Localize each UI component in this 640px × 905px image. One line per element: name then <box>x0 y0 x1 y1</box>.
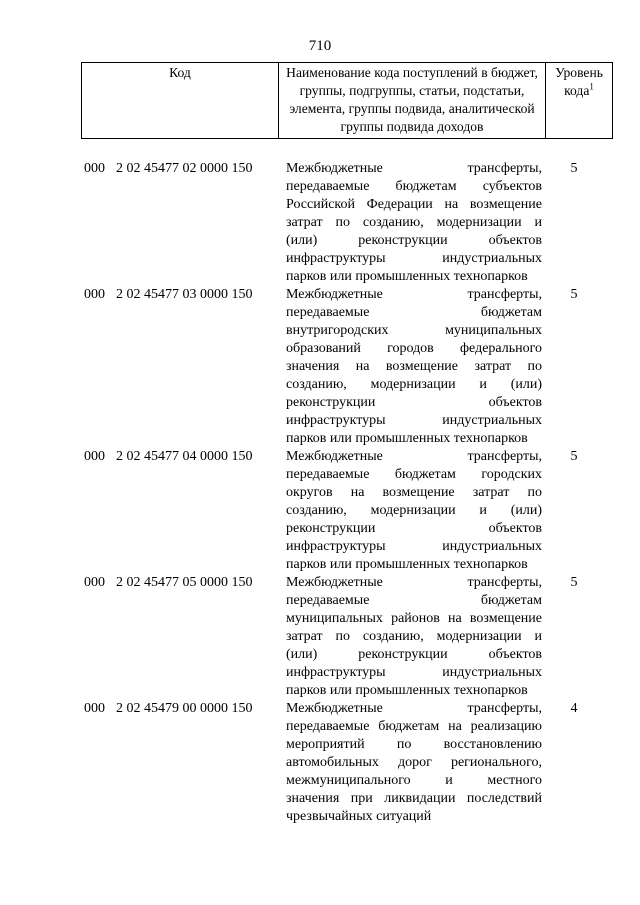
header-code-label: Код <box>169 65 191 80</box>
name-line: парков или промышленных технопарков <box>286 269 528 284</box>
admin-code: 000 <box>84 449 105 464</box>
name-line: инфраструктуры индустриальных <box>286 539 542 554</box>
code-level: 5 <box>570 575 578 590</box>
code-level: 5 <box>570 287 578 302</box>
table-row <box>81 160 609 286</box>
income-name <box>286 448 542 574</box>
name-line: муниципальных районов на возмещение <box>286 611 542 626</box>
name-line: реконструкции объектов <box>286 395 542 410</box>
name-line: передаваемые бюджетам на реализацию <box>286 719 542 734</box>
name-line: значения при ликвидации последствий <box>286 791 542 806</box>
name-line: созданию, модернизации и (или) <box>286 377 542 392</box>
name-line: реконструкции объектов <box>286 521 542 536</box>
name-line: инфраструктуры индустриальных <box>286 251 542 266</box>
income-code: 2 02 45477 02 0000 150 <box>116 161 253 176</box>
income-name <box>286 160 542 286</box>
name-line: парков или промышленных технопарков <box>286 557 528 572</box>
table-row <box>81 574 609 700</box>
name-line: межмуниципального и местного <box>286 773 542 788</box>
code-level: 5 <box>570 161 578 176</box>
name-line: затрат по созданию, модернизации и <box>286 215 542 230</box>
income-code: 2 02 45477 04 0000 150 <box>116 449 253 464</box>
name-line: затрат по созданию, модернизации и <box>286 629 542 644</box>
name-line: инфраструктуры индустриальных <box>286 413 542 428</box>
header-code <box>82 63 279 139</box>
name-line: внутригородских муниципальных <box>286 323 542 338</box>
header-name <box>279 63 546 139</box>
admin-code: 000 <box>84 701 105 716</box>
table-row <box>81 700 609 826</box>
name-line: передаваемые бюджетам <box>286 305 542 320</box>
name-line: автомобильных дорог регионального, <box>286 755 542 770</box>
name-line: передаваемые бюджетам субъектов <box>286 179 542 194</box>
income-code: 2 02 45477 03 0000 150 <box>116 287 253 302</box>
income-name <box>286 286 542 448</box>
name-line: Межбюджетные трансферты, <box>286 575 542 590</box>
page-number: 710 <box>308 38 332 54</box>
table-row <box>81 286 609 448</box>
name-line: Российской Федерации на возмещение <box>286 197 542 212</box>
code-level: 4 <box>570 701 578 716</box>
table-body <box>81 160 609 826</box>
admin-code: 000 <box>84 287 105 302</box>
name-line: парков или промышленных технопарков <box>286 683 528 698</box>
table-header <box>81 62 613 139</box>
name-line: передаваемые бюджетам городских <box>286 467 542 482</box>
header-level <box>546 63 613 139</box>
name-line: Межбюджетные трансферты, <box>286 701 542 716</box>
name-line: парков или промышленных технопарков <box>286 431 528 446</box>
name-line: чрезвычайных ситуаций <box>286 809 432 824</box>
income-name <box>286 700 542 826</box>
name-line: Межбюджетные трансферты, <box>286 161 542 176</box>
name-line: мероприятий по восстановлению <box>286 737 542 752</box>
admin-code: 000 <box>84 575 105 590</box>
name-line: Межбюджетные трансферты, <box>286 287 542 302</box>
name-line: Межбюджетные трансферты, <box>286 449 542 464</box>
name-line: инфраструктуры индустриальных <box>286 665 542 680</box>
name-line: созданию, модернизации и (или) <box>286 503 542 518</box>
name-line: образований городов федерального <box>286 341 542 356</box>
name-line: (или) реконструкции объектов <box>286 233 542 248</box>
admin-code: 000 <box>84 161 105 176</box>
income-code: 2 02 45479 00 0000 150 <box>116 701 253 716</box>
header-level-label: Уровень кода <box>555 65 603 98</box>
name-line: (или) реконструкции объектов <box>286 647 542 662</box>
name-line: значения на возмещение затрат по <box>286 359 542 374</box>
name-line: передаваемые бюджетам <box>286 593 542 608</box>
name-line: округов на возмещение затрат по <box>286 485 542 500</box>
header-name-label: Наименование кода поступлений в бюджет, группы, подгруппы, статьи, подстатьи, элемента, группы подвида, аналитической группы подвида доходов <box>286 65 538 134</box>
code-level: 5 <box>570 449 578 464</box>
footnote-marker: 1 <box>589 81 594 92</box>
income-code: 2 02 45477 05 0000 150 <box>116 575 253 590</box>
table-row <box>81 448 609 574</box>
income-name <box>286 574 542 700</box>
